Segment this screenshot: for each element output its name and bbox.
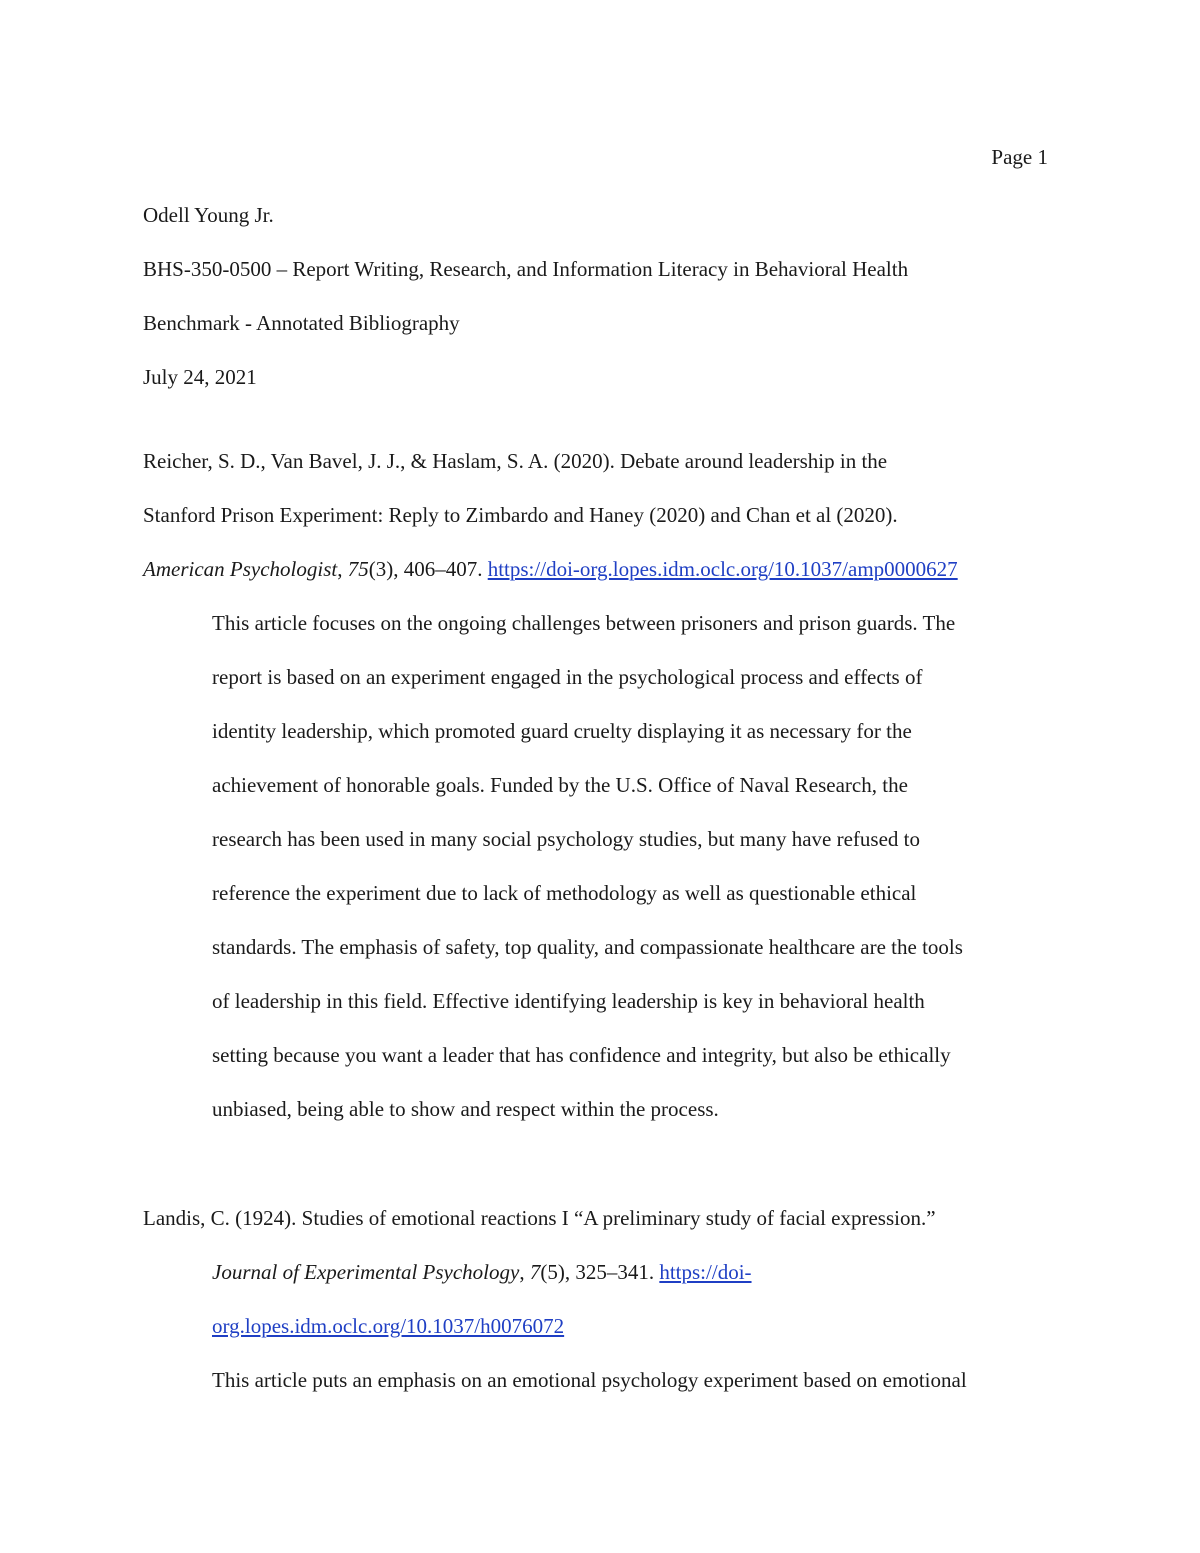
entry2-sep: ,	[519, 1260, 530, 1284]
entry2-citation-line3	[212, 1316, 564, 1337]
entry1-sep: ,	[337, 557, 348, 581]
annotation-line: This article focuses on the ongoing challenges between prisoners and prison guards. The	[212, 611, 956, 635]
entry2-issue-pages: (5), 325–341.	[540, 1260, 660, 1284]
assignment-title: Benchmark - Annotated Bibliography	[143, 311, 460, 335]
annotation-line: unbiased, being able to show and respect within the process.	[212, 1097, 719, 1121]
annotation-line: of leadership in this field. Effective identifying leadership is key in behavioral health	[212, 989, 925, 1013]
entry1-volume: 75	[347, 557, 369, 581]
annotation-line: standards. The emphasis of safety, top quality, and compassionate healthcare are the tools	[212, 935, 963, 959]
annotation-line: setting because you want a leader that has confidence and integrity, but also be ethically	[212, 1043, 951, 1067]
entry1-doi-link[interactable]: https://doi-org.lopes.idm.oclc.org/10.1037/amp0000627	[487, 557, 958, 581]
entry2-doi-link-part1[interactable]: https://doi-	[659, 1260, 752, 1284]
entry1-citation-line2: Stanford Prison Experiment: Reply to Zimbardo and Haney (2020) and Chan et al (2020).	[143, 503, 898, 527]
entry2-citation-line1: Landis, C. (1924). Studies of emotional reactions I “A preliminary study of facial expression.”	[143, 1206, 936, 1230]
entry1-citation-line3	[143, 559, 958, 580]
annotation-line: identity leadership, which promoted guard cruelty displaying it as necessary for the	[212, 719, 912, 743]
annotation-line: reference the experiment due to lack of methodology as well as questionable ethical	[212, 881, 917, 905]
entry2-journal: Journal of Experimental Psychology	[212, 1260, 520, 1284]
entry1-journal: American Psychologist	[143, 557, 338, 581]
page-number: Page 1	[991, 145, 1048, 169]
entry1-citation-line1: Reicher, S. D., Van Bavel, J. J., & Haslam, S. A. (2020). Debate around leadership in the	[143, 449, 888, 473]
entry2-citation-line2	[212, 1262, 752, 1283]
entry2-annotation-line: This article puts an emphasis on an emotional psychology experiment based on emotional	[212, 1368, 967, 1392]
entry2-doi-link-part2[interactable]: org.lopes.idm.oclc.org/10.1037/h0076072	[212, 1314, 565, 1338]
author-name: Odell Young Jr.	[143, 203, 274, 227]
annotation-line: report is based on an experiment engaged in the psychological process and effects of	[212, 665, 923, 689]
annotation-line: research has been used in many social psychology studies, but many have refused to	[212, 827, 920, 851]
document-date: July 24, 2021	[143, 365, 257, 389]
entry1-issue-pages: (3), 406–407.	[368, 557, 488, 581]
entry2-volume: 7	[529, 1260, 541, 1284]
annotation-line: achievement of honorable goals. Funded by the U.S. Office of Naval Research, the	[212, 773, 908, 797]
course-title: BHS-350-0500 – Report Writing, Research, and Information Literacy in Behavioral Health	[143, 257, 909, 281]
